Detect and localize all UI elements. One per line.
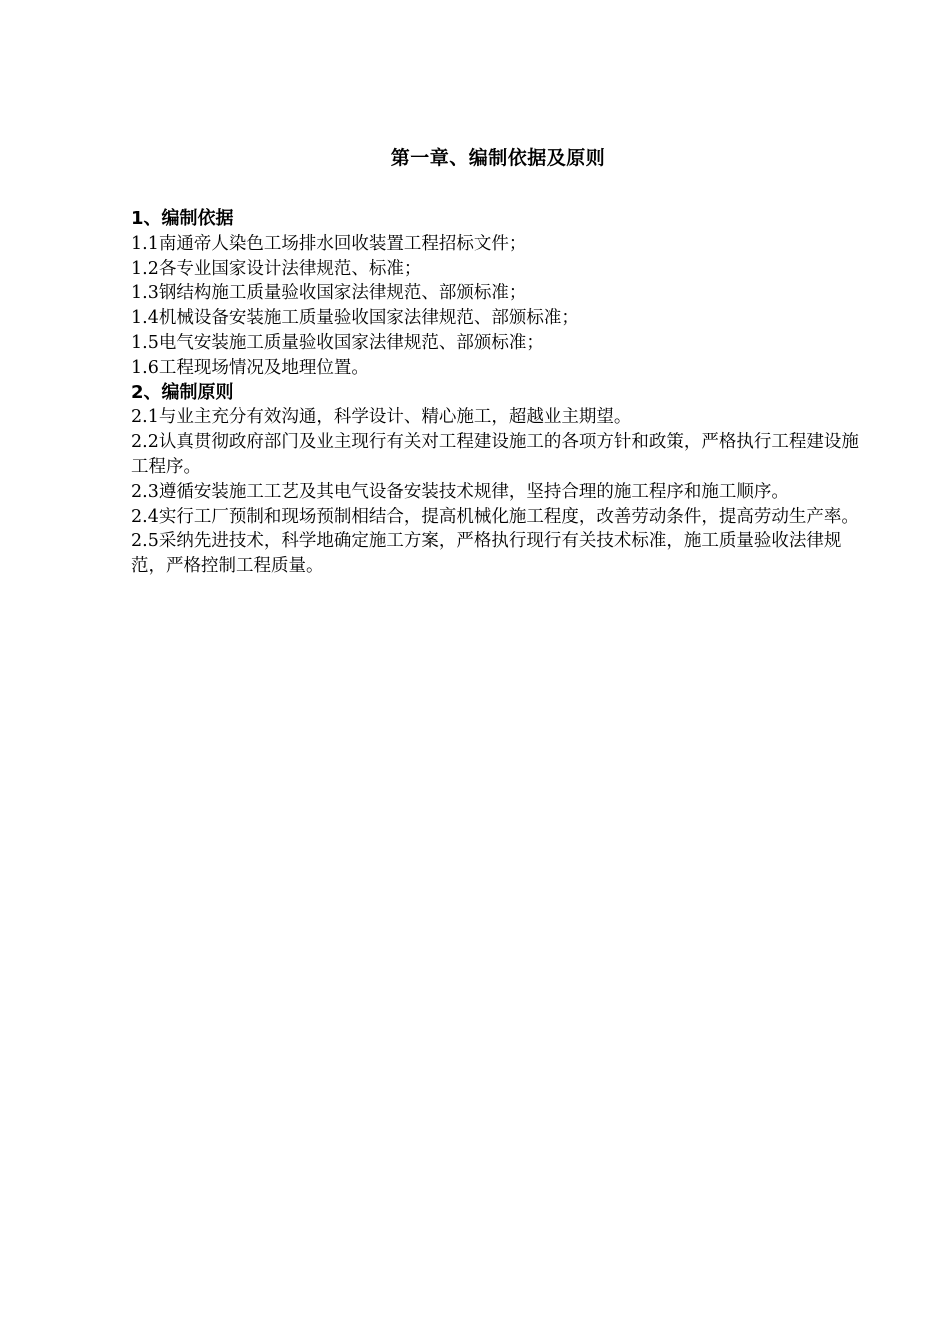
basis-item: 1.2各专业国家设计法律规范、标准； <box>131 258 422 279</box>
chapter-title: 第一章、编制依据及原则 <box>390 147 606 169</box>
section-heading-basis: 1、编制依据 <box>131 208 234 229</box>
basis-item: 1.6工程现场情况及地理位置。 <box>131 357 369 378</box>
basis-item: 1.1南通帝人染色工场排水回收装置工程招标文件； <box>131 233 527 254</box>
basis-item: 1.3钢结构施工质量验收国家法律规范、部颁标准； <box>131 283 527 304</box>
section-heading-principles: 2、编制原则 <box>131 381 234 403</box>
document-body <box>131 207 871 579</box>
basis-item: 1.5电气安装施工质量验收国家法律规范、部颁标准； <box>131 332 544 353</box>
principle-item: 2.1与业主充分有效沟通，科学设计、精心施工，超越业主期望。 <box>131 407 632 428</box>
basis-item: 1.4机械设备安装施工质量验收国家法律规范、部颁标准； <box>131 308 579 329</box>
principle-item: 2.4实行工厂预制和现场预制相结合，提高机械化施工程度，改善劳动条件，提高劳动生产率。 <box>131 506 859 527</box>
principle-item: 2.5采纳先进技术，科学地确定施工方案，严格执行现行有关技术标准，施工质量验收法律规范，严格控制工程质量。 <box>131 531 842 577</box>
principle-item: 2.3遵循安装施工工艺及其电气设备安装技术规律，坚持合理的施工程序和施工顺序。 <box>131 481 789 502</box>
principle-item: 2.2认真贯彻政府部门及业主现行有关对工程建设施工的各项方针和政策，严格执行工程建设施工程序。 <box>131 432 859 477</box>
